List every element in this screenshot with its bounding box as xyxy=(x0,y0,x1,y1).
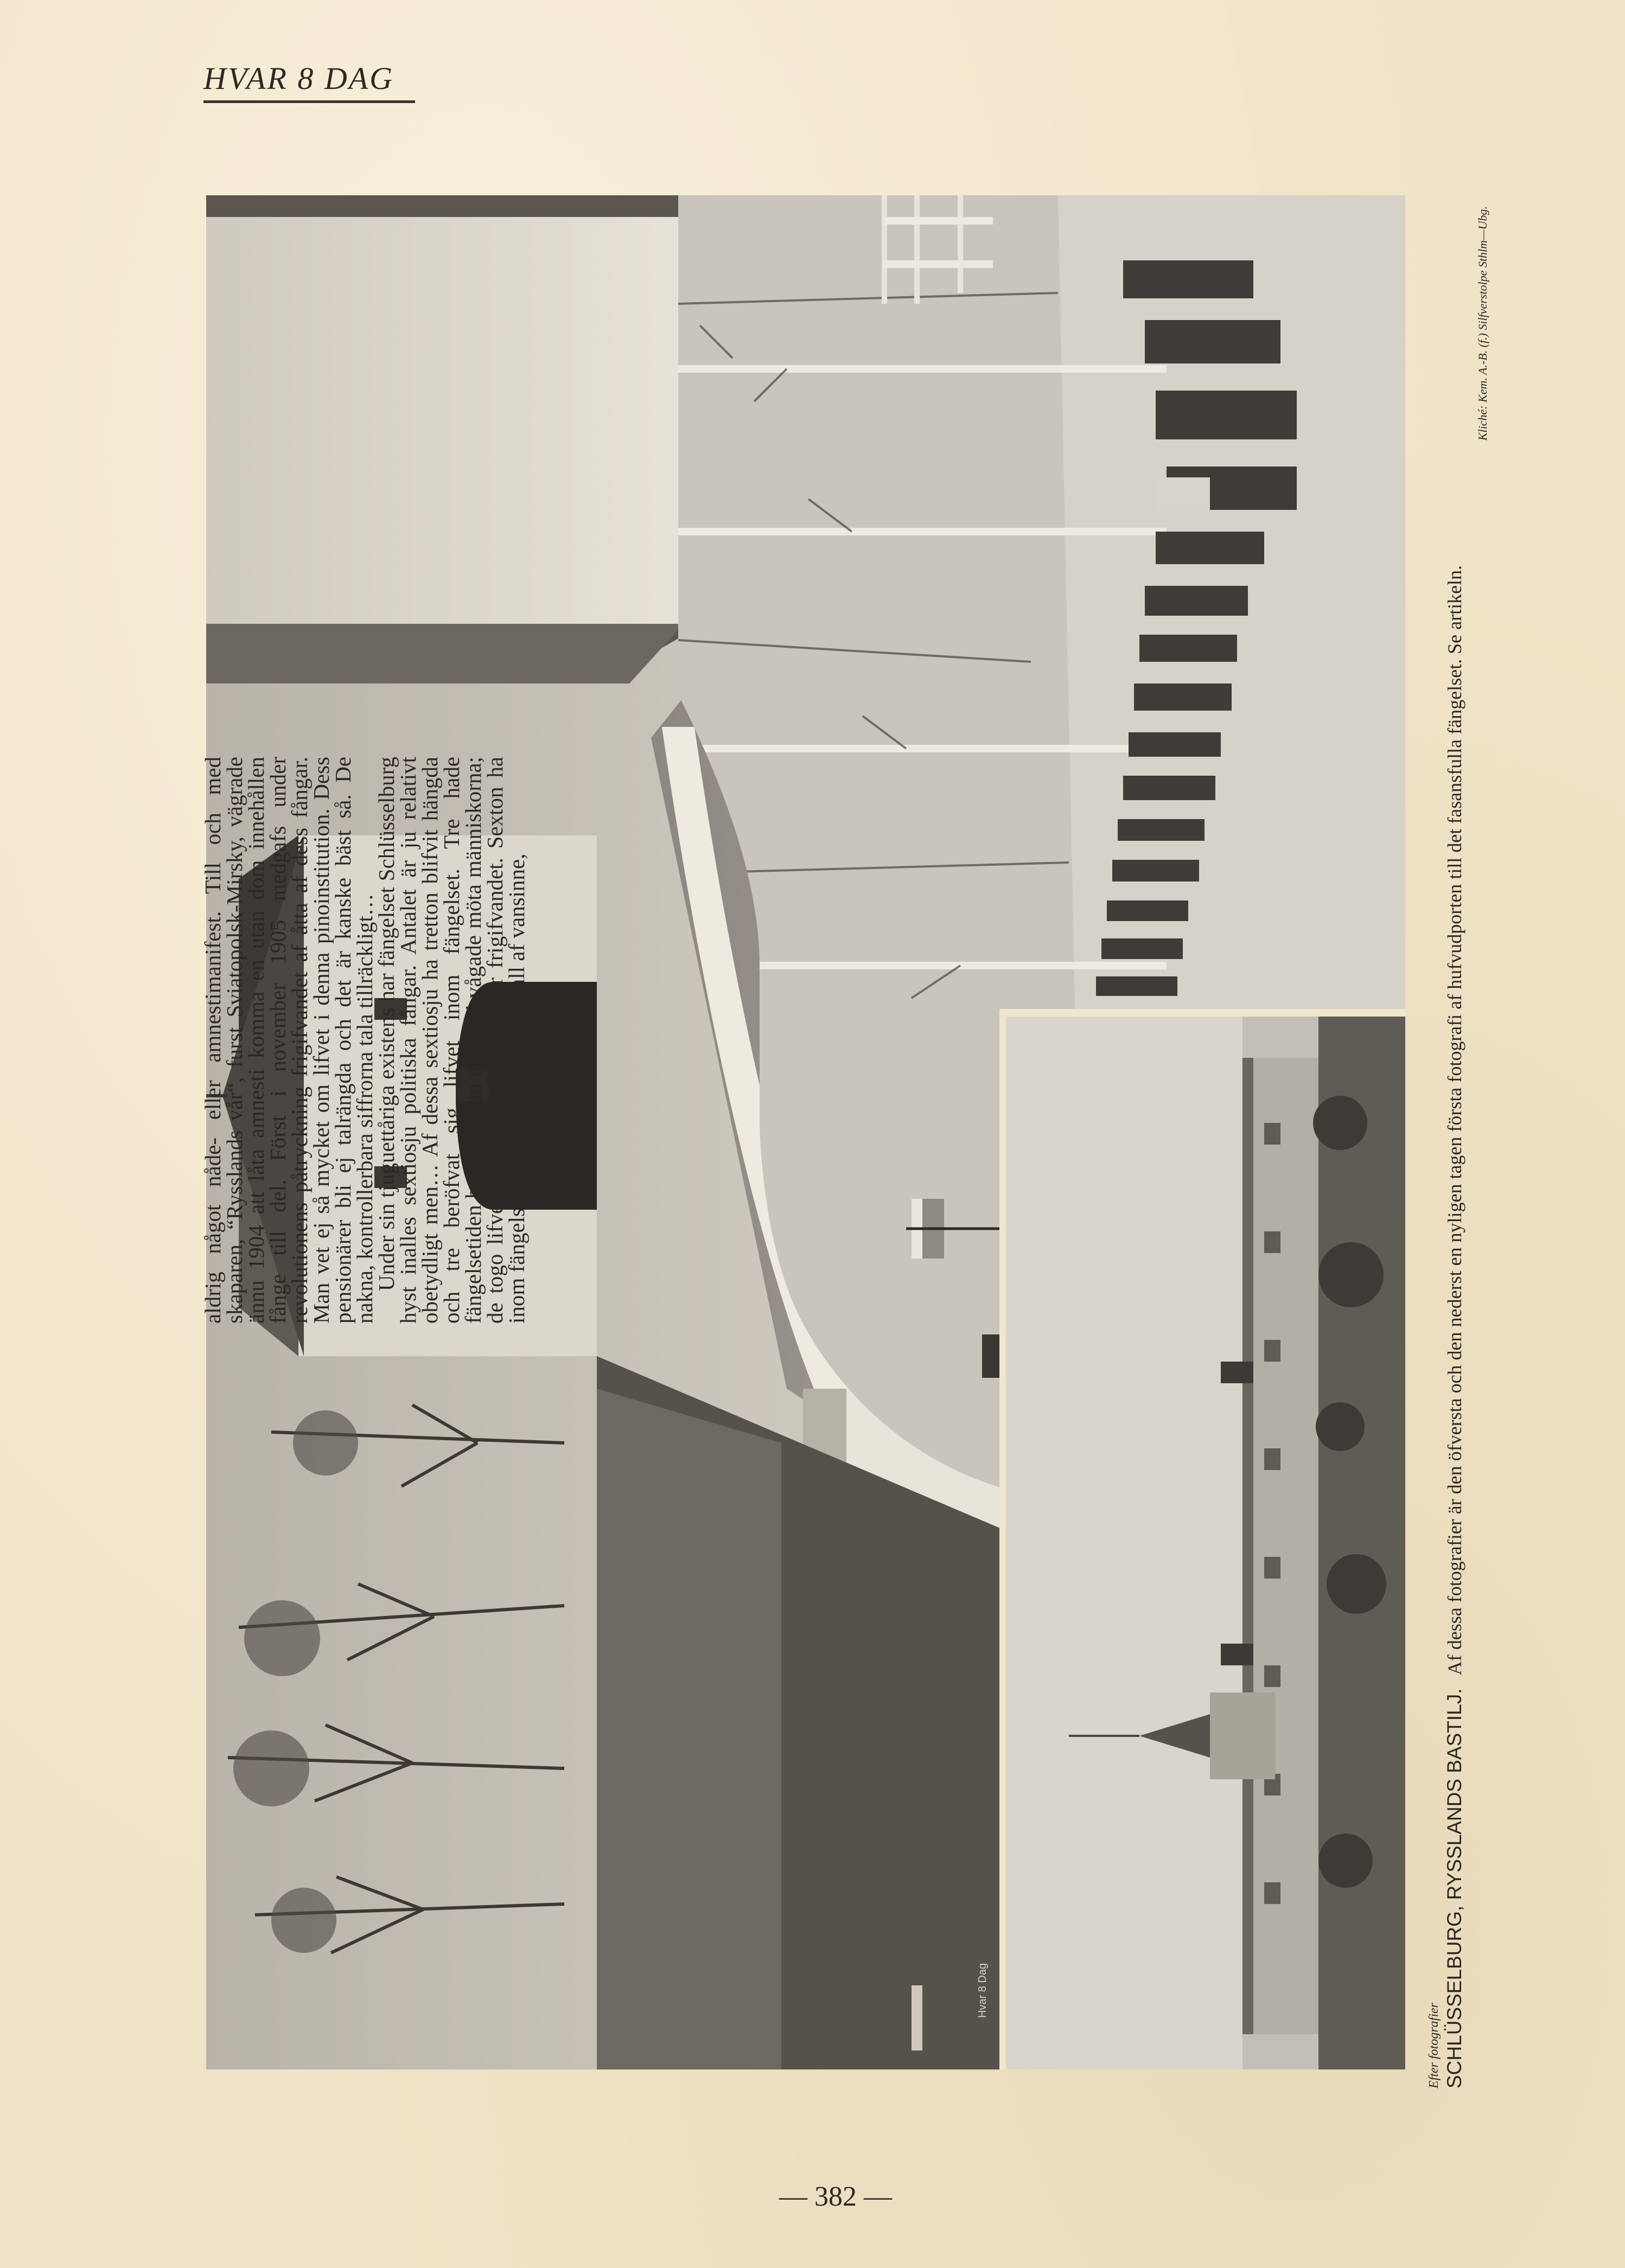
page-header xyxy=(203,57,415,103)
cliche-credit: Kliché: Kem. A.-B. (f.) Silfverstolpe Sthlm—Ubg. xyxy=(1476,206,1489,441)
photo-divider xyxy=(999,1009,1405,1017)
article-paragraph-2: Under sin tjuguettåriga existens har fängelset Schlüsselburg hyst inalles sextiosju politiska fångar. Antalet är ju relativt obetydligt men… Af dessa sextiosju ha tretton blifvit hängda och tre beröfvat sig lifvet inom fängelset. Tre hade fängelsetiden brutit därhän att de ej vågade möta människorna; de togo lifvet af sig omedelbart efter frigifvandet. Sexton ha inom fängelsemurarne dödt under anfall af vansinne, xyxy=(374,757,529,1324)
article-paragraph-1: aldrig något nåde- eller amnestimanifest. Till och med skaparen, “Rysslands vår“, furst Sviatopolsk-Mirsky, vägrade ännu 1904 att låta amnesti komma en utan dom innehållen fånge till del. Först i november 1905 medgafs under revolutionens påtryckning frigifvandet af åtta af dess fångar. Man vet ej så mycket om lifvet i denna pinoinstitution. Dess pensionärer bli ej talrängda och det är kanske bäst så. De nakna, kontrollerbara siffrorna tala tillräckligt… xyxy=(200,757,377,1324)
caption-block xyxy=(1422,206,1514,2088)
article-text-block xyxy=(202,757,636,1324)
photo-source-label: Efter fotografier xyxy=(1427,2003,1441,2088)
photo-fortress-courtyard xyxy=(1004,1014,1405,2069)
caption-title: SCHLÜSSELBURG, RYSSLANDS BASTILJ. xyxy=(1443,1688,1465,2088)
courtyard-image xyxy=(1004,1014,1405,2069)
photo-divider xyxy=(999,1009,1006,2069)
page-number: — 382 — xyxy=(779,2181,892,2212)
photo-signature: Hvar 8 Dag xyxy=(977,1963,989,2018)
magazine-title: HVAR 8 DAG xyxy=(203,61,394,96)
caption-text: Af dessa fotografier är den öfversta och den nederst en nyligen tagen första fotografi af hufvudporten till det fasansfulla fängelset. Se artikeln. xyxy=(1444,565,1465,1676)
